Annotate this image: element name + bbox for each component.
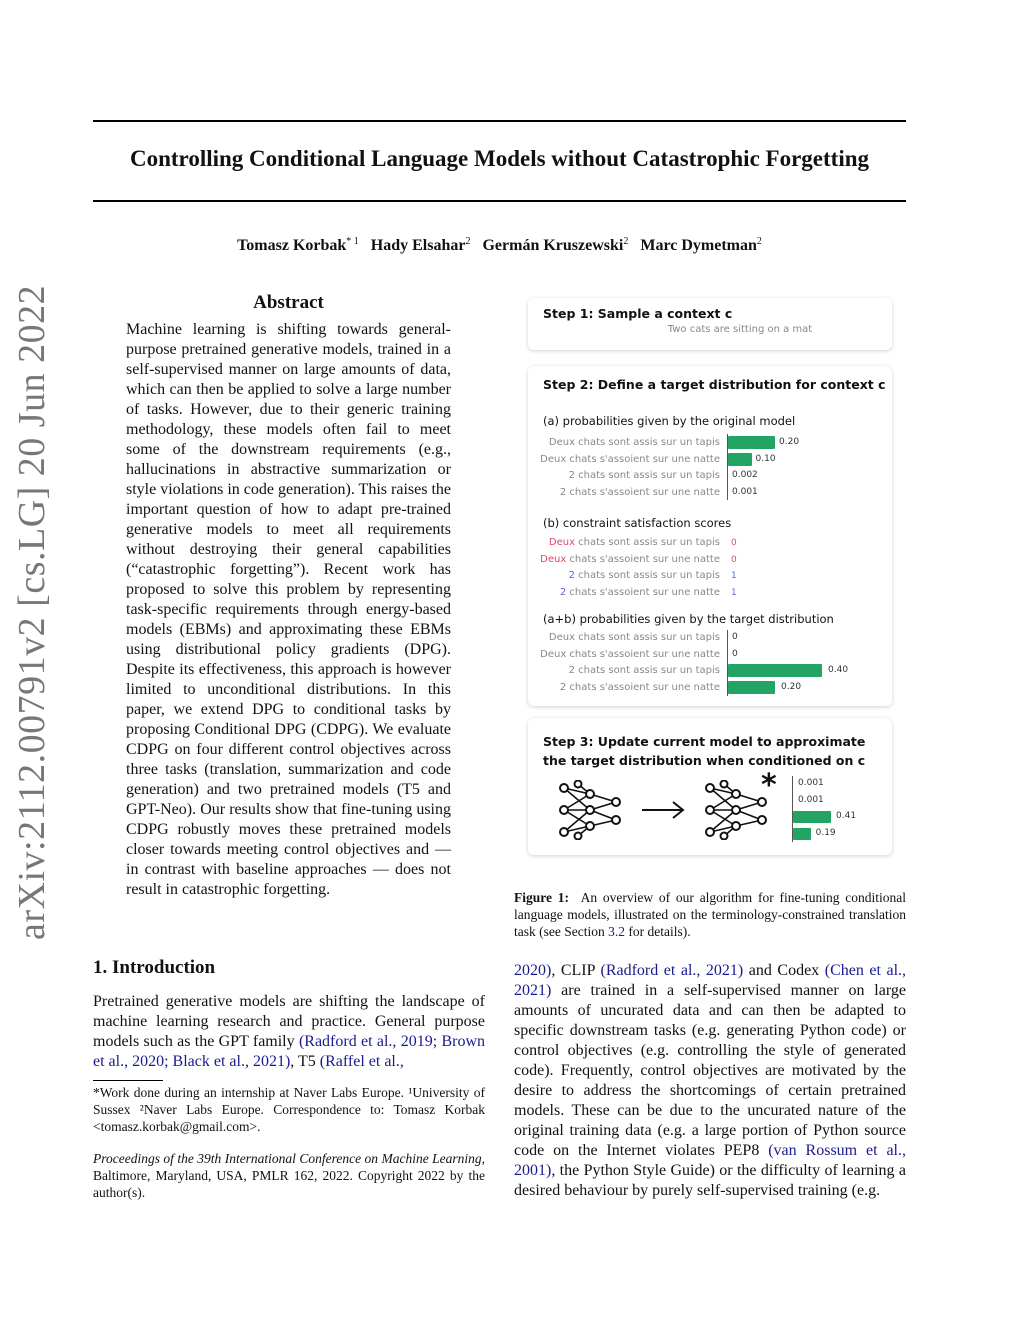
sentence-first-word: 2 [568, 665, 575, 676]
bar-value-label: 0.41 [836, 811, 857, 821]
bar-value-label: 0.10 [755, 453, 776, 464]
constraint-score: 0 [731, 554, 737, 565]
proceedings-italic: Proceedings of the 39th International Conference on Machine Learning [93, 1151, 482, 1166]
bar [793, 828, 811, 840]
step2-title: Step 2: Define a target distribution for context c [543, 377, 886, 392]
intro-left-text [93, 992, 485, 1072]
sentence-rest: chats s'assoient sur une natte [566, 453, 720, 465]
sentence-label [549, 537, 720, 548]
proceedings-note [93, 1150, 485, 1201]
neural-network-icon [558, 780, 622, 840]
intro-text: , T5 [290, 1053, 320, 1070]
author-affiliation: 2 [623, 236, 629, 247]
sentence-first-word: 2 [559, 486, 567, 498]
author-affiliation: 2 [465, 236, 471, 247]
constraint-score: 1 [731, 571, 737, 581]
step1-context: Two cats are sitting on a mat [667, 324, 813, 335]
sentence-rest: chats s'assoient sur une natte [566, 486, 720, 498]
panel-a-title: (a) probabilities given by the original model [543, 414, 796, 428]
bar [793, 811, 831, 823]
author-affiliation: 2 [756, 236, 762, 247]
sentence-label [560, 587, 720, 598]
sentence-rest: chats sont assis sur un tapis [574, 470, 720, 481]
author-name: Hady Elsahar [370, 237, 466, 254]
proceedings-rest: , Baltimore, Maryland, USA, PMLR 162, 2022. Copyright 2022 by the author(s). [93, 1151, 485, 1200]
sentence-label [549, 632, 720, 643]
step3-title-line2: the target distribution when conditioned on c [543, 753, 866, 768]
step3-title [543, 732, 865, 770]
star-superscript: * [761, 768, 777, 803]
sentence-rest: chats sont assis sur un tapis [574, 437, 720, 448]
panel-ab-title: (a+b) probabilities given by the target distribution [543, 612, 834, 626]
sentence-label [560, 487, 720, 498]
sentence-label [569, 570, 720, 581]
citation-link[interactable]: (van Rossum et al., 2001) [514, 1142, 907, 1179]
footnote: *Work done during an internship at Naver Labs Europe. ¹University of Sussex ²Naver Labs Europe. Correspondence to: Tomasz Korbak <tomasz.korbak@gmail.com>. [93, 1085, 485, 1134]
sentence-rest: chats sont assis sur un tapis [574, 570, 720, 581]
intro-text: Pretrained generative models are shifting the landscape of machine learning research and practice. General purpose models such as the GPT family [93, 993, 485, 1050]
arrow-right-icon [640, 800, 686, 820]
bar-value-label: 0 [732, 632, 738, 642]
footnote-rule [93, 1080, 163, 1081]
top-rule [93, 120, 906, 122]
figure-label: Figure 1: [514, 890, 570, 905]
citation-link[interactable]: 2020) [514, 962, 552, 979]
bar [728, 453, 752, 466]
panel-b-title: (b) constraint satisfaction scores [543, 516, 732, 530]
intro-right-text [514, 961, 906, 1201]
bar-value-label: 0 [732, 648, 738, 659]
sentence-first-word: 2 [559, 681, 567, 693]
intro-text: and Codex [743, 962, 825, 979]
citation-link[interactable]: (Chen et al., 2021) [514, 962, 907, 999]
section-reference-link[interactable]: 3.2 [608, 924, 625, 939]
sentence-first-word: 2 [559, 586, 567, 598]
sentence-first-word: Deux [540, 648, 567, 660]
step3-card [528, 718, 892, 855]
step3-title-line1: Step 3: Update current model to approximate [543, 734, 866, 749]
sentence-label [540, 454, 720, 465]
sentence-rest: chats sont assis sur un tapis [574, 665, 720, 676]
sentence-rest: chats s'assoient sur une natte [566, 586, 720, 598]
sentence-first-word: 2 [568, 570, 575, 581]
bar [728, 664, 822, 677]
sentence-first-word: Deux [540, 453, 567, 465]
sentence-rest: chats s'assoient sur une natte [566, 681, 720, 693]
constraint-score: 0 [731, 538, 737, 548]
sentence-first-word: Deux [540, 553, 567, 565]
sentence-rest: chats sont assis sur un tapis [574, 537, 720, 548]
abstract-text: Machine learning is shifting towards general-purpose pretrained generative models, trained in a self-supervised manner on large amounts of data, which can then be applied to solve a large number of tasks. However, due to their generic training methodology, these models often fail to meet some of the downstream requirements (e.g., hallucinations in abstractive summarization or style violations in code generation). This raises the important question of how to adapt pre-trained generative models to meet all requirements without destroying their general capabilities (“catastrophic forgetting”). Recent work has proposed to solve this problem by representing task-specific requirements through energy-based models (EBMs) and approximating these EBMs using distributional policy gradients (DPG). Despite its effectiveness, this approach is however limited to unconditional distributions. In this paper, we extend DPG to conditional tasks by proposing Conditional DPG (CDPG). We evaluate CDPG on four different control objectives across three tasks (translation, summarization and code generation) and two pretrained models (T5 and GPT-Neo). Our results show that fine-tuning using CDPG robustly moves these pretrained models closer towards meeting control objectives and — in contrast with baseline approaches — does not result in catastrophic forgetting. [126, 321, 451, 898]
intro-text: , CLIP [551, 962, 601, 979]
sentence-rest: chats s'assoient sur une natte [566, 648, 720, 660]
paper-title: Controlling Conditional Language Models without Catastrophic Forgetting [129, 146, 870, 171]
intro-text: , the Python Style Guide) or the difficulty of learning a desired behaviour by purely self-supervised training (e.g. [514, 1162, 906, 1199]
arxiv-identifier: arXiv:2112.00791v2 [cs.LG] 20 Jun 2022 [11, 284, 53, 940]
bar-value-label: 0.20 [781, 681, 802, 692]
step1-card [528, 298, 892, 350]
sentence-rest: chats sont assis sur un tapis [574, 632, 720, 643]
bar-value-label: 0.001 [732, 486, 758, 497]
author-name: Germán Kruszewski [482, 237, 624, 254]
neural-network-icon [704, 780, 768, 840]
bar-value-label: 0.002 [732, 470, 758, 480]
step2-card [528, 366, 892, 706]
sentence-label [569, 470, 720, 481]
sentence-rest: chats s'assoient sur une natte [566, 553, 720, 565]
bar-value-label: 0.40 [828, 665, 849, 675]
abstract-heading: Abstract [253, 292, 324, 313]
sentence-label [560, 682, 720, 693]
figure-caption [514, 889, 906, 940]
citation-link[interactable]: (Raffel et al., [319, 1053, 404, 1070]
author-name: Marc Dymetman [640, 237, 757, 254]
bar-value-label: 0.001 [798, 778, 824, 788]
intro-text: are trained in a self-supervised manner on large amounts of uncurated data and can then be adapted to specific downstream tasks (e.g. generating Python code) or control objectives (e.g. controlling the style of generated code). Frequently, control objectives are motivated by the desire to address the shortcomings of certain pretrained models. These can be due to the uncurated nature of the original training data (e.g. a large portion of Python source code on the Internet violates PEP8 [514, 982, 906, 1159]
sentence-first-word: Deux [548, 537, 575, 548]
sentence-label [540, 554, 720, 565]
title-bottom-rule [93, 200, 906, 202]
sentence-label [569, 665, 720, 676]
sentence-first-word: 2 [568, 470, 575, 481]
author-list [93, 236, 906, 255]
sentence-label [540, 649, 720, 660]
bar [728, 681, 775, 694]
bar-value-label: 0.001 [798, 794, 824, 805]
bar [728, 436, 775, 449]
caption-end: for details). [624, 924, 691, 939]
bar-value-label: 0.20 [779, 437, 800, 447]
sentence-first-word: Deux [548, 437, 575, 448]
sentence-label [549, 437, 720, 448]
citation-link[interactable]: (Radford et al., 2019; Brown et al., 2020; Black et al., 2021) [93, 1033, 485, 1070]
citation-link[interactable]: (Radford et al., 2021) [600, 962, 744, 979]
sentence-first-word: Deux [548, 632, 575, 643]
step1-title: Step 1: Sample a context c [543, 306, 733, 321]
section-heading: 1. Introduction [93, 957, 216, 978]
caption-text: An overview of our algorithm for fine-tuning conditional language models, illustrated on the terminology-constrained translation task (see Section [514, 890, 906, 939]
constraint-score: 1 [731, 587, 737, 598]
author-name: Tomasz Korbak [237, 237, 347, 254]
author-affiliation: * 1 [346, 236, 359, 247]
bar-value-label: 0.19 [815, 827, 836, 838]
